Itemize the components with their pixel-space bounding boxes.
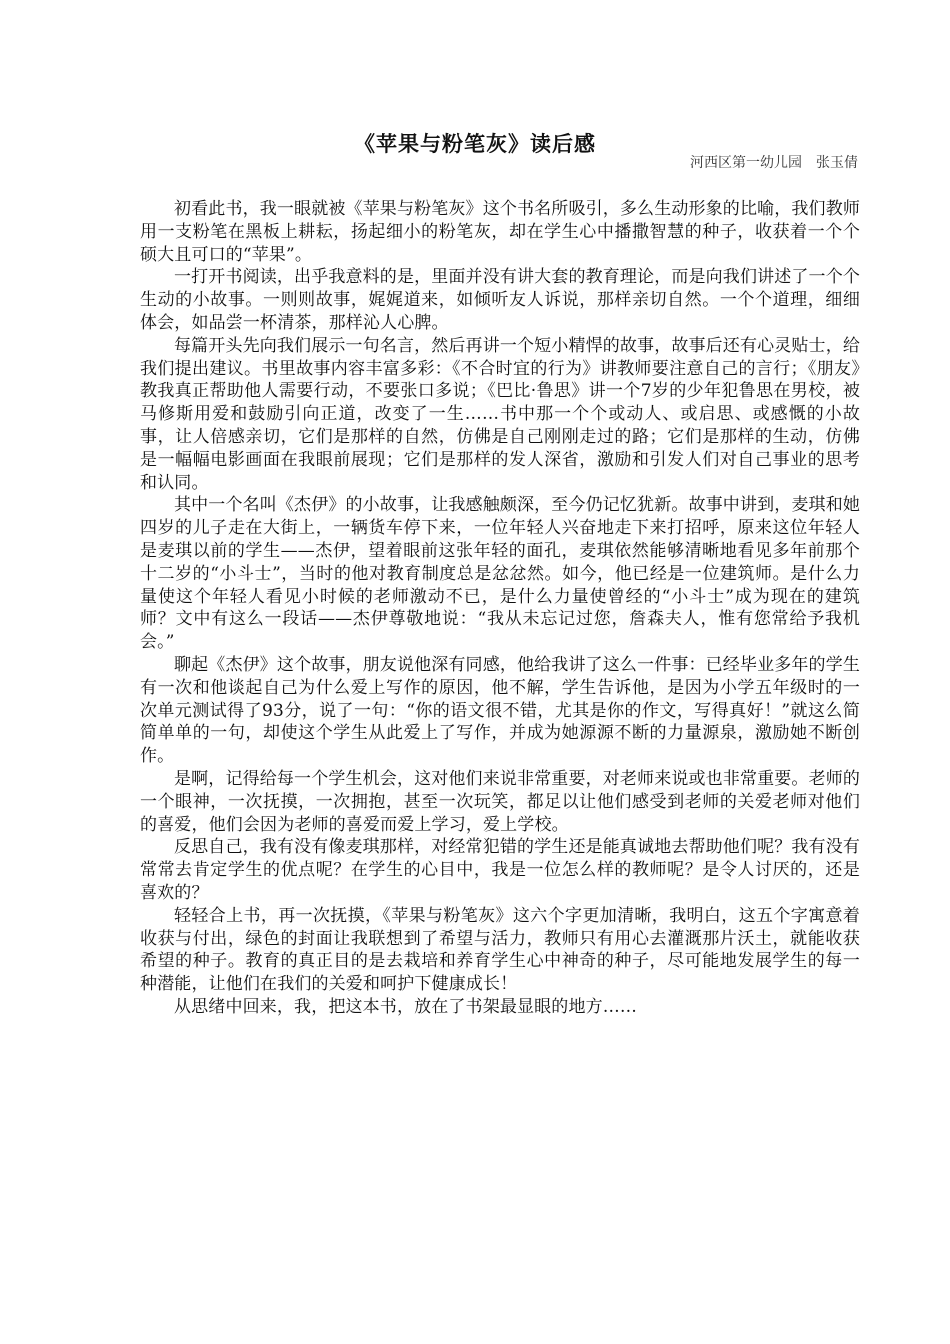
paragraph: 反思自己，我有没有像麦琪那样，对经常犯错的学生还是能真诚地去帮助他们呢？我有没有常常去肯定学生的优点呢？在学生的心目中，我是一位怎么样的教师呢？是令人讨厌的，还是喜欢的？	[140, 837, 860, 903]
document-body	[140, 198, 860, 1019]
paragraph: 轻轻合上书，再一次抚摸，《苹果与粉笔灰》这六个字更加清晰，我明白，这五个字寓意着收获与付出，绿色的封面让我联想到了希望与活力，教师只有用心去灌溉那片沃土，就能收获希望的种子。教育的真正目的是去栽培和养育学生心中神奇的种子，尽可能地发展学生的每一种潜能，让他们在我们的关爱和呵护下健康成长！	[140, 905, 860, 995]
paragraph: 从思绪中回来，我，把这本书，放在了书架最显眼的地方……	[174, 996, 638, 1017]
paragraph: 聊起《杰伊》这个故事，朋友说他深有同感，他给我讲了这么一件事：已经毕业多年的学生有一次和他谈起自己为什么爱上写作的原因，他不解，学生告诉他，是因为小学五年级时的一次单元测试得了93分，说了一句：“你的语文很不错，尤其是你的作文，写得真好！”就这么简简单单的一句，却使这个学生从此爱上了写作，并成为她源源不断的力量源泉，激励她不断创作。	[140, 654, 860, 767]
author-byline: 河西区第一幼儿园 张玉倩	[690, 155, 858, 171]
paragraph: 是啊，记得给每一个学生机会，这对他们来说非常重要，对老师来说或也非常重要。老师的一个眼神，一次抚摸，一次拥抱，甚至一次玩笑，都足以让他们感受到老师的关爱老师对他们的喜爱，他们会因为老师的喜爱而爱上学习，爱上学校。	[140, 768, 860, 835]
paragraph: 每篇开头先向我们展示一句名言，然后再讲一个短小精悍的故事，故事后还有心灵贴士，给我们提出建议。书里故事内容丰富多彩：《不合时宜的行为》讲教师要注意自己的言行；《朋友》教我真正帮助他人需要行动，不要张口多说；《巴比·鲁思》讲一个7岁的少年犯鲁思在男校，被马修斯用爱和鼓励引向正道，改变了一生……书中那一个个或动人、或启思、或感慨的小故事，让人倍感亲切，它们是那样的自然，仿佛是自己刚刚走过的路；它们是那样的生动，仿佛是一幅幅电影画面在我眼前展现；它们是那样的发人深省，激励和引发人们对自己事业的思考和认同。	[140, 335, 860, 493]
paragraph: 其中一个名叫《杰伊》的小故事，让我感触颇深，至今仍记忆犹新。故事中讲到，麦琪和她四岁的儿子走在大街上，一辆货车停下来，一位年轻人兴奋地走下来打招呼，原来这位年轻人是麦琪以前的学生——杰伊，望着眼前这张年轻的面孔，麦琪依然能够清晰地看见多年前那个十二岁的“小斗士”，当时的他对教育制度总是忿忿然。如今，他已经是一位建筑师。是什么力量使这个年轻人看见小时候的老师激动不已，是什么力量使曾经的“小斗士”成为现在的建筑师？文中有这么一段话——杰伊尊敬地说：“我从未忘记过您，詹森夫人，惟有您常给予我机会。”	[140, 495, 860, 653]
paragraph: 初看此书，我一眼就被《苹果与粉笔灰》这个书名所吸引，多么生动形象的比喻，我们教师用一支粉笔在黑板上耕耘，扬起细小的粉笔灰，却在学生心中播撒智慧的种子，收获着一个个硕大且可口的“苹果”。	[140, 199, 860, 265]
document-title: 《苹果与粉笔灰》读后感	[354, 131, 596, 156]
paragraph: 一打开书阅读，出乎我意料的是，里面并没有讲大套的教育理论，而是向我们讲述了一个个生动的小故事。一则则故事，娓娓道来，如倾听友人诉说，那样亲切自然。一个个道理，细细体会，如品尝一杯清茶，那样沁人心脾。	[140, 267, 860, 333]
